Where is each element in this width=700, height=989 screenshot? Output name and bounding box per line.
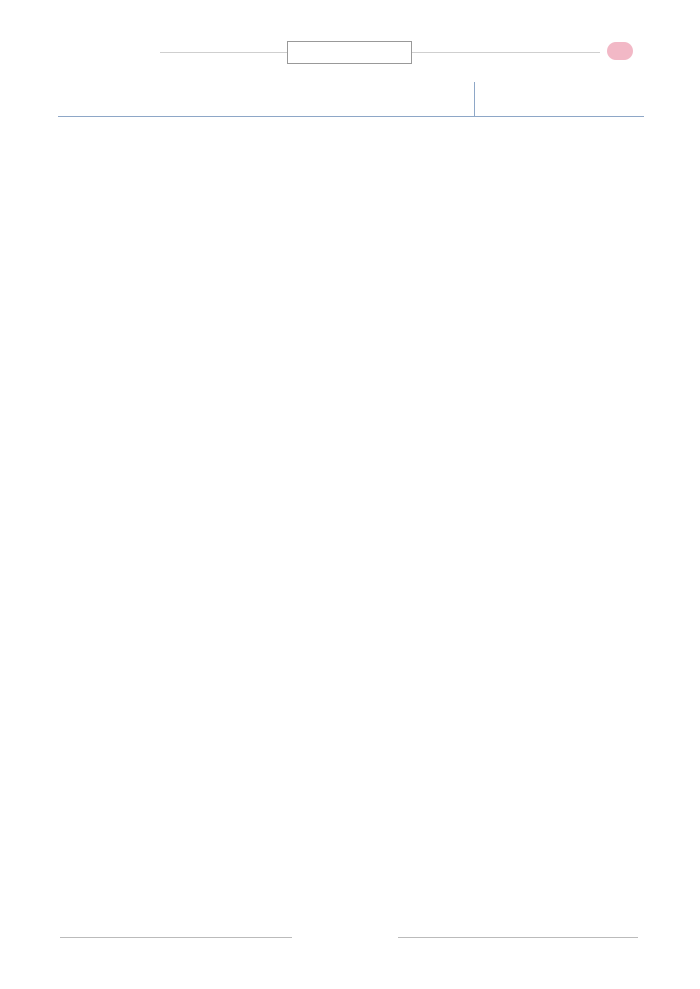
divider: [58, 116, 644, 117]
fiche-label: [287, 41, 412, 64]
divider: [412, 52, 600, 53]
divider: [474, 82, 475, 116]
divider: [160, 52, 288, 53]
adomania-logo: [72, 18, 164, 64]
level-badge: [607, 42, 633, 60]
divider: [398, 937, 638, 938]
divider: [60, 937, 292, 938]
